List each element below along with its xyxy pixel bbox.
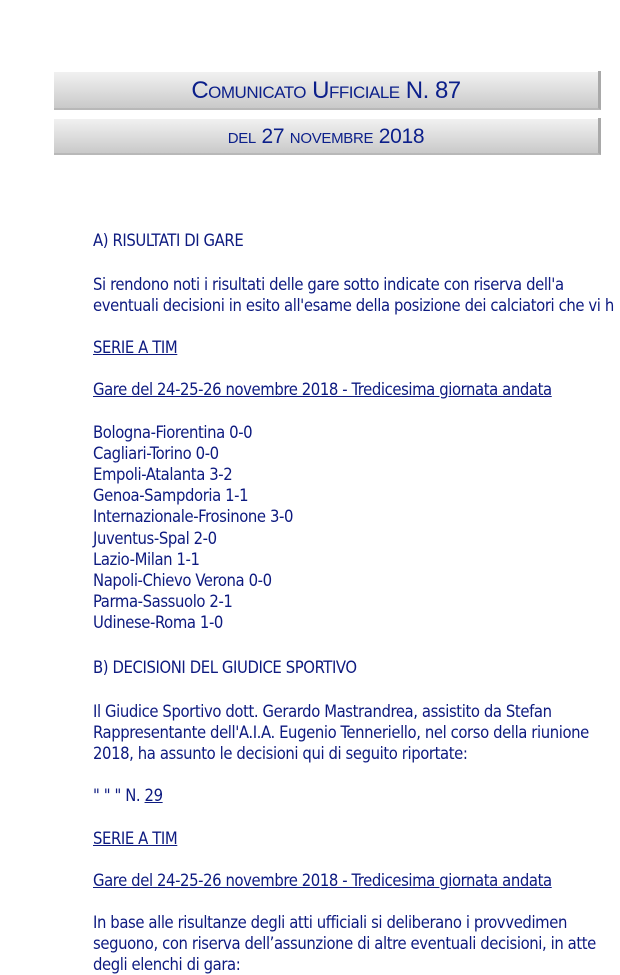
result-row: Napoli-Chievo Verona 0-0 — [93, 570, 272, 590]
section-b-round: Gare del 24-25-26 novembre 2018 - Tredicesima giornata andata — [93, 871, 552, 890]
date-banner — [54, 118, 601, 155]
section-a-intro-line-1: Si rendono noti i risultati delle gare sotto indicate con riserva dell'a — [93, 275, 564, 294]
result-row: Juventus-Spal 2-0 — [93, 528, 217, 548]
result-row: Internazionale-Frosinone 3-0 — [93, 507, 293, 527]
result-row: Genoa-Sampdoria 1-1 — [93, 486, 249, 506]
section-b-para2-line-2: seguono, con riserva dell’assunzione di altre eventuali decisioni, in atte — [93, 934, 596, 953]
section-b-heading: B) DECISIONI DEL GIUDICE SPORTIVO — [93, 658, 357, 677]
result-row: Parma-Sassuolo 2-1 — [93, 591, 233, 611]
section-a-intro-line-2: eventuali decisioni in esito all'esame della posizione dei calciatori che vi h — [93, 296, 614, 315]
section-a-round: Gare del 24-25-26 novembre 2018 - Tredicesima giornata andata — [93, 380, 552, 399]
section-b-para2-line-3: degli elenchi di gara: — [93, 955, 241, 974]
title-banner — [54, 71, 601, 110]
result-row: Bologna-Fiorentina 0-0 — [93, 423, 253, 442]
reference-prefix: " " " N. — [93, 786, 145, 805]
reference-line — [93, 785, 163, 806]
result-row: Empoli-Atalanta 3-2 — [93, 465, 233, 485]
result-row: Udinese-Roma 1-0 — [93, 612, 223, 632]
section-b-para-line-3: 2018, ha assunto le decisioni qui di seguito riportate: — [93, 744, 468, 763]
page-date: del 27 novembre 2018 — [227, 125, 425, 148]
reference-number: 29 — [144, 786, 163, 805]
section-b-league: SERIE A TIM — [93, 829, 178, 848]
section-b-para-line-1: Il Giudice Sportivo dott. Gerardo Mastrandrea, assistito da Stefan — [93, 702, 552, 721]
section-b-para-line-2: Rappresentante dell'A.I.A. Eugenio Tenneriello, nel corso della riunione — [93, 723, 589, 742]
result-row: Cagliari-Torino 0-0 — [93, 444, 219, 464]
result-row: Lazio-Milan 1-1 — [93, 549, 200, 569]
section-b-para2-line-1: In base alle risultanze degli atti ufficiali si deliberano i provvedimen — [93, 913, 567, 932]
section-a-league: SERIE A TIM — [93, 338, 178, 357]
page-title: Comunicato Ufficiale N. 87 — [191, 77, 461, 104]
section-a-heading: A) RISULTATI DI GARE — [93, 231, 244, 250]
